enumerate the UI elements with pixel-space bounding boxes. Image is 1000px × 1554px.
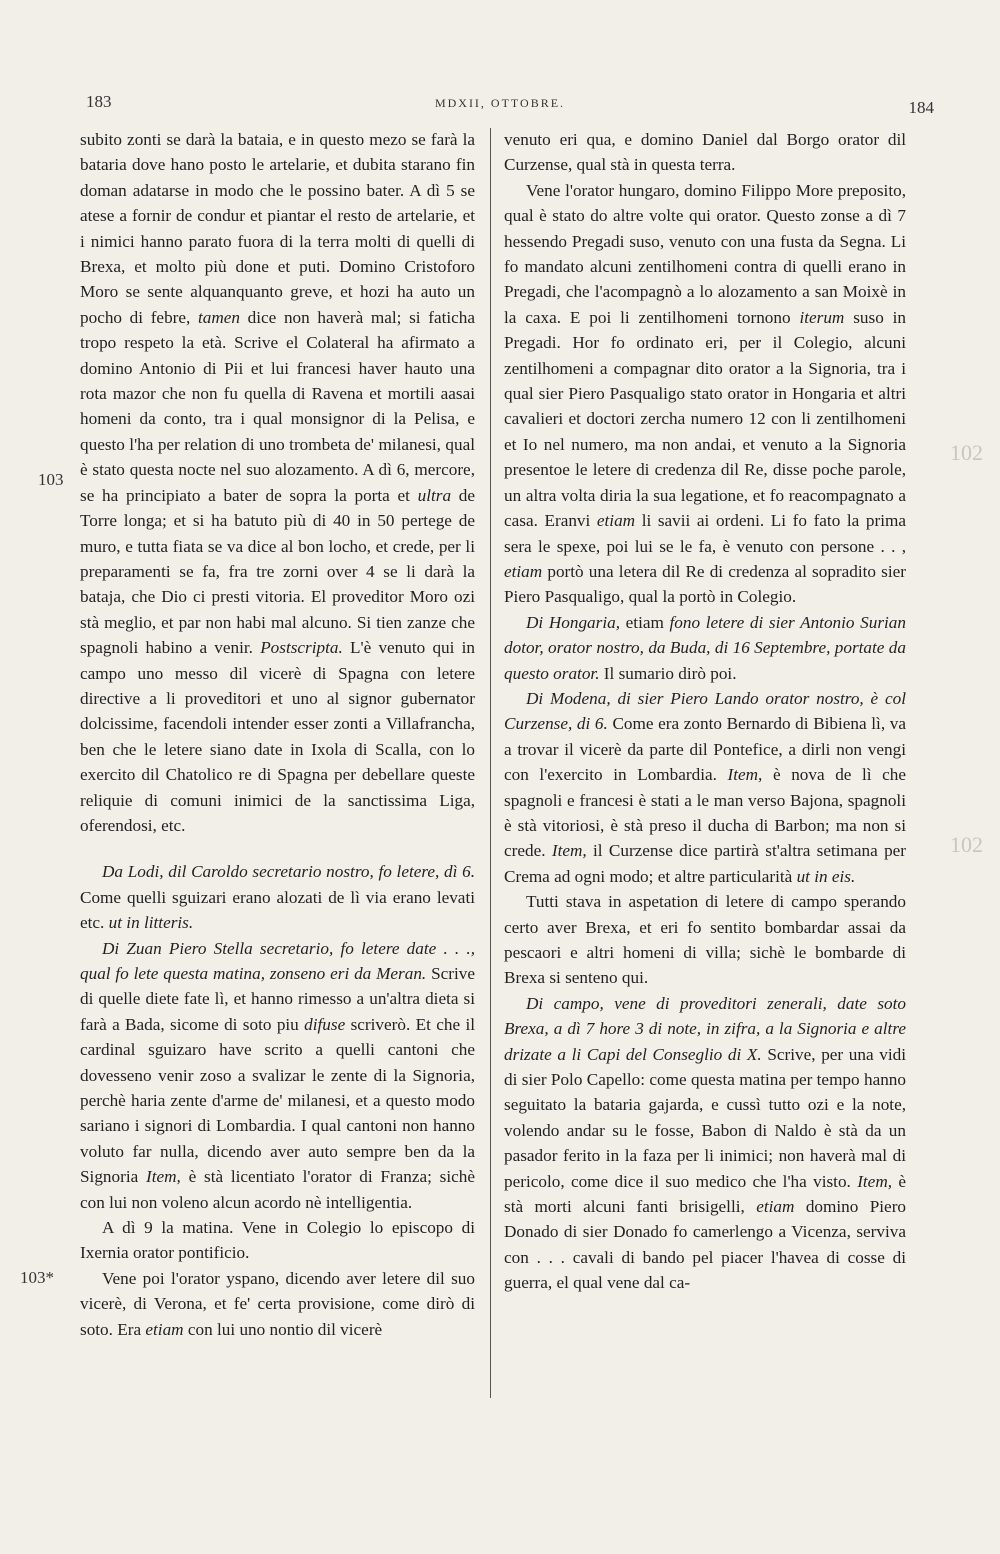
paragraph: venuto eri qua, e domino Daniel dal Borgo orator dil Curzense, qual stà in questa terra. xyxy=(504,130,906,175)
paragraph: Tutti stava in aspetation di letere di campo sperando certo aver Brexa, et eri fo sentito bombardar assai da pescaori e altri homeni di villa; sichè le bombarde di Brexa si senteno qui. xyxy=(504,892,906,988)
column-divider xyxy=(490,128,491,1398)
paragraph: Da Lodi, dil Caroldo secretario nostro, fo letere, dì 6. Come quelli sguizari erano alozati de lì via erano levati etc. ut in litteris. xyxy=(80,862,475,933)
paragraph: Di campo, vene di proveditori zenerali, date soto Brexa, a dì 7 hore 3 di note, in zifra, a la Signoria e altre drizate a li Capi del Conseglio di X. Scrive, per una vidi di sier Polo Capello: come questa matina per tempo hanno seguitato la bataria gajarda, e cussì tutto ozi e la note, volendo andar su le fosse, Babon di Naldo è stà da un pasador ferito in la faza per li inimici; non haverà mal di pericolo, come dice il suo medico che l'ha visto. Item, è stà morti alcuni fanti brisigelli, etiam domino Piero Donado di sier Donado fo camerlengo a Vicenza, serviva con . . . cavali di bando pel piacer l'havea di cosse di guerra, el qual vene dal ca- xyxy=(504,993,907,1293)
paragraph: Vene l'orator hungaro, domino Filippo More preposito, qual è stato do altre volte qui orator. Questo zonse a dì 7 hessendo Pregadi suso, venuto con una fusta da Segna. Li fo mandato alcuni zentilhomeni contra di quelli erano in Pregadi, che l'acompagnò a lo alozamento a san Moixè in la caxa. E poi li zentilhomeni tornono iterum suso in Pregadi. Hor fo ordinato eri, per il Colegio, alcuni zentilhomeni a compagnar dito orator a la Signoria, tra i qual sier Piero Pasqualigo stato orator in Hongaria et altri cavalieri et doctori zercha numero 12 con li zentilhomeni et Io nel numero, ma non andai, et venuto a la Signoria presentoe le letere di credenza dil Re, disse poche parole, un altra volta diria la sua legatione, et fo reacompagnato a casa. Eranvi etiam li savii ai ordeni. Li fo fato la prima sera le spexe, poi lui se le fa, è venuto con persone . . , etiam portò una letera dil Re di credenza al sopradito sier Piero Pasqualigo, qual la portò in Colegio. xyxy=(504,180,907,607)
running-title: MDXII, OTTOBRE. xyxy=(434,96,566,110)
bleed-through-number: 102 xyxy=(950,832,983,857)
paragraph: subito zonti se darà la bataia, e in questo mezo se farà la bataria dove hano posto le artelarie, et dubita starano fin doman adatarse in modo che le possino bater. A dì 5 se atese a fornir de condur et piantar el resto de artelarie, et i nimici hanno parato fuora di la terra molti di quelli di Brexa, et molto più done et puti. Domino Cristoforo Moro se sente alquanquanto greve, et hozi ha auto un pocho di febre, tamen dice non haverà mal; si faticha tropo respeto la età. Scrive el Colateral ha afirmato a domino Antonio di Pii et lui francesi haver hauto una rota mazor che non fu quella di Ravena et mortili aasai homeni da conto, tra i qual monsignor di la Pelisa, e questo l'ha per relation di uno trombeta de' milanesi, qual è stato questa nocte nel suo alozamento. A dì 6, mercore, se ha principiato a bater de sopra la porta et ultra de Torre longa; et si ha batuto più di 40 in 50 pertege de muro, e tutta fiata se va dice al bon locho, et crede, per li preparamenti se fa, fra tre zorni over 4 se li darà la bataja, che Dio ci presti vitoria. El proveditor Moro ozi stà meglio, et par non habi mal alcuno. Si tien zanze che spagnoli habino a venir. Postscripta. L'è venuto qui in campo uno messo dil vicerè di Spagna con letere directive a li proveditori et uno al signor gubernator dolcissime, facendoli intender esser zonti a Villafrancha, ben che le letere siano date in Ixola di Scalla, con lo exercito dil Chatolico re di Spagna per debellare queste reliquie di comuni inimici de la sanctissima Liga, oferendosi, etc. xyxy=(80,130,476,835)
paragraph: Di Modena, di sier Piero Lando orator nostro, è col Curzense, di 6. Come era zonto Bernardo di Bibiena lì, va a trovar il vicerè da parte dil Pontefice, a dirli non vengi con l'exercito in Lombardia. Item, è nova de lì che spagnoli e francesi è stati a le man verso Bajona, spagnoli è stà vitoriosi, è stà preso il ducha di Barbon; ma non si crede. Item, il Curzense dice partirà st'altra setimana per Crema ad ogni modo; et altre particularità ut in eis. xyxy=(504,688,907,886)
page-number-left: 183 xyxy=(86,92,112,111)
left-column xyxy=(80,127,475,1342)
page-number-right: 184 xyxy=(908,98,934,117)
right-column xyxy=(504,127,906,1296)
paragraph: Vene poi l'orator yspano, dicendo aver letere dil suo vicerè, di Verona, et fe' certa provisione, come dirò di soto. Era etiam con lui uno nontio dil vicerè xyxy=(80,1268,475,1339)
margin-note-103-star: 103* xyxy=(20,1268,54,1287)
margin-note-103: 103 xyxy=(38,470,64,489)
paragraph: A dì 9 la matina. Vene in Colegio lo episcopo di Ixernia orator pontificio. xyxy=(80,1218,475,1263)
paragraph: Di Hongaria, etiam fono letere di sier Antonio Surian dotor, orator nostro, da Buda, di 16 Septembre, portate da questo orator. Il sumario dirò poi. xyxy=(504,612,906,683)
bleed-through-number: 102 xyxy=(950,440,983,465)
paragraph: Di Zuan Piero Stella secretario, fo letere date . . ., qual fo lete questa matina, zonseno eri da Meran. Scrive di quelle diete fate lì, et hanno rimesso a un'altra dieta si farà a Bada, sicome di soto piu difuse scriverò. Et che il cardinal sguizaro have scrito a quelli cantoni che dovesseno venir zoso a svalizar le zente di la Signoria, perchè haria zente d'arme de' milanesi, et a questo modo sariano i signori di Lombardia. I qual cantoni non hanno voluto far nulla, dicendo aver auto sempre ben da la Signoria Item, è stà licentiato l'orator di Franza; sichè con lui non voleno alcun acordo nè intelligentia. xyxy=(80,938,476,1212)
